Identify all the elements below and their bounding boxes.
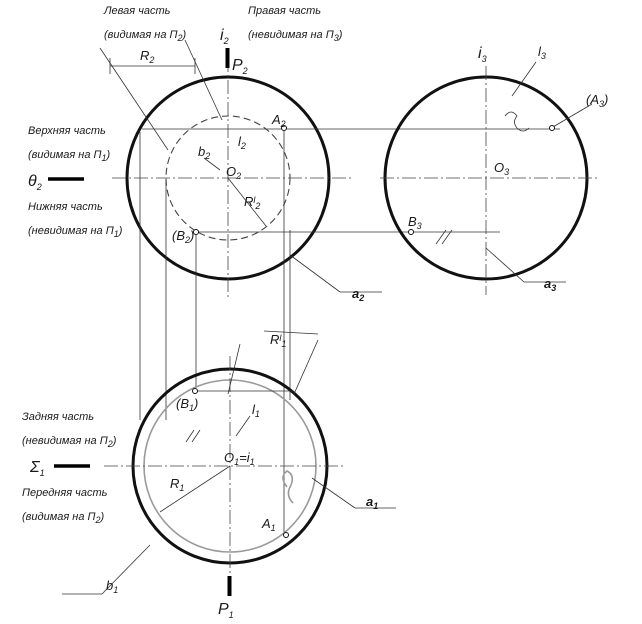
sub: 3 xyxy=(599,99,605,109)
main: P xyxy=(218,601,229,618)
symbol-b2 xyxy=(198,144,210,161)
sub: 3 xyxy=(540,51,546,61)
sub: 3 xyxy=(416,221,422,231)
label-back-part: Задняя часть xyxy=(22,411,95,423)
main: R xyxy=(270,332,280,347)
symbol-O3 xyxy=(494,160,509,177)
leader-l3 xyxy=(512,62,536,96)
symbol-l3 xyxy=(538,44,546,61)
point-A3 xyxy=(550,126,555,131)
sub: 2 xyxy=(359,293,365,303)
svg-text:Левая часть xyxy=(103,5,171,17)
main: Σ xyxy=(30,459,40,476)
symbol-l2 xyxy=(238,134,246,151)
symbol-R1 xyxy=(170,476,184,493)
svg-text:Нижняя часть xyxy=(28,201,103,213)
end: ) xyxy=(604,92,609,107)
symbol-A3 xyxy=(586,92,608,109)
svg-text:Правая часть xyxy=(248,5,321,17)
mid: l xyxy=(279,333,282,343)
end: ) xyxy=(194,396,199,411)
main: l xyxy=(252,402,255,417)
sub: 2 xyxy=(36,182,42,192)
symbol-B3 xyxy=(408,214,422,231)
main: (B xyxy=(176,396,189,411)
symbol-O1-i1 xyxy=(224,450,255,467)
label-lower-part: Нижняя часть xyxy=(28,201,103,213)
label-left-part: Левая часть xyxy=(104,5,171,17)
main: i xyxy=(220,27,224,44)
paren: ) xyxy=(118,225,123,237)
sub: 1 xyxy=(101,153,107,163)
label-upper-part: Верхняя часть xyxy=(28,125,106,137)
main: l xyxy=(238,134,241,149)
sub: 2 xyxy=(107,439,113,449)
main: O xyxy=(226,164,237,179)
main: (B xyxy=(172,228,185,243)
leader-left-part xyxy=(100,48,168,150)
sub: 2 xyxy=(240,141,246,151)
paren: ) xyxy=(338,29,343,41)
svg-text:(видимая на П2) xyxy=(104,29,187,43)
projection-plane-trace-P1 xyxy=(228,576,232,596)
svg-text:(невидимая на П2) xyxy=(22,435,117,449)
sub: 1 xyxy=(179,483,185,493)
sub: 1 xyxy=(113,585,119,595)
sub: 1 xyxy=(189,403,195,413)
sub: 2 xyxy=(255,201,261,211)
symbol-R2 xyxy=(140,48,154,65)
sub: 1 xyxy=(234,457,240,467)
svg-text:(невидимая на П1) xyxy=(28,225,123,239)
symbol-a3 xyxy=(544,276,556,293)
symbol-sigma1 xyxy=(29,459,45,478)
sub: 2 xyxy=(223,36,229,46)
end: ) xyxy=(190,228,195,243)
symbol-Rl2 xyxy=(244,194,260,211)
label-right-part: Правая часть xyxy=(248,5,322,17)
point-A1 xyxy=(284,533,289,538)
eq-sub: 1 xyxy=(249,457,255,467)
symbol-B1 xyxy=(176,396,198,413)
svg-text:(невидимая на П3) xyxy=(248,29,343,43)
symbol-A2 xyxy=(271,112,286,129)
label-front-part-note: (видимая на П xyxy=(22,511,96,523)
label-lower-part-note: (невидимая на П xyxy=(28,225,114,237)
svg-text:Верхняя часть xyxy=(28,125,106,137)
main: l xyxy=(538,44,541,59)
front-view xyxy=(48,40,560,300)
main: O xyxy=(224,450,235,465)
symbol-a1 xyxy=(366,494,378,511)
annotations xyxy=(22,5,608,620)
main: B xyxy=(408,214,417,229)
sub: 2 xyxy=(185,235,191,245)
paren: ) xyxy=(100,511,105,523)
dimension-Rl1-ext-right xyxy=(294,340,318,394)
sub: 2 xyxy=(236,171,242,181)
symbol-B2 xyxy=(172,228,194,245)
main: A xyxy=(262,516,271,531)
svg-text:(видимая на П1) xyxy=(28,149,111,163)
sub: 1 xyxy=(228,610,234,620)
sub: 1 xyxy=(373,501,379,511)
curve-mark-side xyxy=(505,112,529,131)
symbol-O2 xyxy=(226,164,241,181)
main: b xyxy=(198,144,206,159)
sub: 3 xyxy=(481,54,487,64)
sub: 2 xyxy=(149,55,155,65)
sub: 1 xyxy=(270,523,276,533)
sub: 3 xyxy=(333,33,339,43)
sub: 2 xyxy=(95,515,101,525)
main: (A xyxy=(586,92,599,107)
symbol-a2 xyxy=(352,286,364,303)
symbol-P1 xyxy=(218,601,234,620)
sub: 1 xyxy=(39,468,45,478)
leader-l1 xyxy=(236,416,250,436)
main: P xyxy=(232,57,243,74)
symbol-A1 xyxy=(261,516,276,533)
label-front-part: Передняя часть xyxy=(22,487,108,499)
label-left-part-note: (видимая на П xyxy=(104,29,178,41)
leader-right-part xyxy=(185,40,222,120)
symbol-i2 xyxy=(220,27,229,46)
sub: 2 xyxy=(205,151,211,161)
point-B3 xyxy=(409,230,414,235)
main: A xyxy=(272,112,281,127)
main: a xyxy=(366,494,374,509)
projection-links xyxy=(140,130,290,535)
main: a xyxy=(352,286,360,301)
eq: =i xyxy=(239,450,250,465)
main: O xyxy=(494,160,505,175)
sub: 2 xyxy=(280,119,286,129)
sub: 2 xyxy=(177,33,183,43)
main: R xyxy=(244,194,254,209)
projection-plane-trace-P2 xyxy=(226,48,230,68)
main: R xyxy=(170,476,180,491)
svg-text:Задняя часть xyxy=(22,411,94,423)
main: a xyxy=(544,276,552,291)
symbol-P2 xyxy=(232,57,248,76)
main: θ xyxy=(28,173,37,190)
paren: ) xyxy=(112,435,117,447)
label-right-part-note: (невидимая на П xyxy=(248,29,334,41)
symbol-theta2 xyxy=(28,173,42,192)
sub: 1 xyxy=(281,339,287,349)
symbol-i3 xyxy=(478,45,487,64)
paren: ) xyxy=(106,149,111,161)
main: b xyxy=(106,578,114,593)
label-upper-part-note: (видимая на П xyxy=(28,149,102,161)
side-view xyxy=(380,62,600,295)
paren: ) xyxy=(182,29,187,41)
sub: 1 xyxy=(113,229,119,239)
mid: l xyxy=(253,195,256,205)
label-back-part-note: (невидимая на П xyxy=(22,435,108,447)
main: i xyxy=(478,45,482,62)
curve-mark-top xyxy=(283,471,293,503)
symbol-b1 xyxy=(106,578,118,595)
sub: 2 xyxy=(242,66,248,76)
sub: 3 xyxy=(551,283,557,293)
main: R xyxy=(140,48,150,63)
svg-text:(видимая на П2) xyxy=(22,511,105,525)
point-B1 xyxy=(193,389,198,394)
svg-text:Передняя часть xyxy=(22,487,108,499)
leader-a2 xyxy=(290,255,340,292)
sub: 1 xyxy=(254,409,260,419)
sub: 3 xyxy=(504,167,510,177)
symbol-l1 xyxy=(252,402,260,419)
